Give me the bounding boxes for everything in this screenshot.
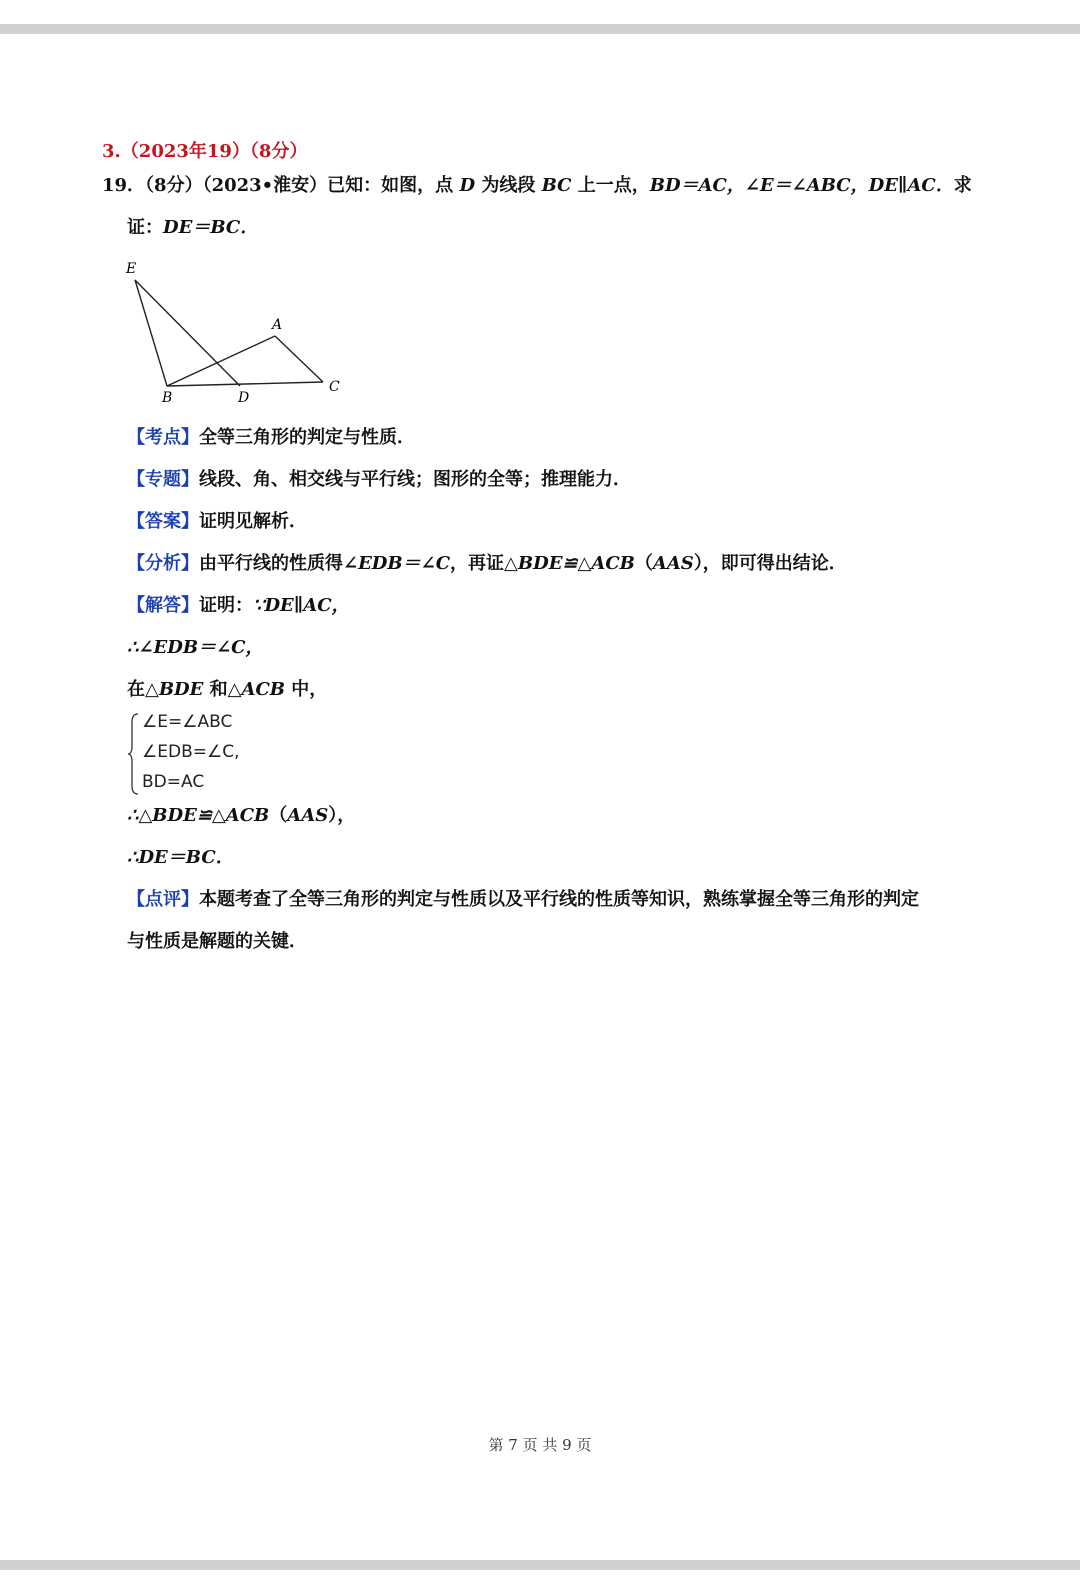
proof-text: ）， [328,805,356,826]
system-equation-3: BD=AC [142,772,205,792]
top-scan-band [0,24,1080,34]
label-d: D [238,390,250,406]
zhuanti-text: 线段、角、相交线与平行线；图形的全等；推理能力． [199,469,631,490]
fenxi-text: （ [634,553,653,574]
jieda-text: 证明： [199,595,253,616]
fenxi-text: 由平行线的性质得 [199,553,343,574]
label-e: E [126,261,137,277]
triangle-figure [120,258,360,408]
dianping-text: 本题考查了全等三角形的判定与性质以及平行线的性质等知识，熟练掌握全等三角形的判定 [199,889,919,910]
fenxi-math: AAS [652,553,694,574]
problem-text: 上一点， [571,175,650,196]
proof-math: ∴△BDE≌△ACB [127,805,270,826]
proof-step-3 [127,804,355,828]
kaodian-line [127,426,415,450]
kaodian-tag: 【考点】 [127,427,199,448]
label-a: A [272,317,283,333]
problem-conditions: BD＝AC，∠E＝∠ABC，DE∥AC． [649,175,954,196]
bottom-scan-band [0,1560,1080,1570]
daan-tag: 【答案】 [127,511,199,532]
dianping-line-2 [127,930,307,954]
fenxi-math: ∠EDB＝∠C [343,553,451,574]
jieda-line [127,594,350,618]
problem-goal: DE＝BC． [163,217,259,238]
question-header [102,140,307,164]
jieda-tag: 【解答】 [127,595,199,616]
problem-line-1 [102,174,972,198]
system-equation-2: ∠EDB=∠C, [142,742,240,762]
left-brace-icon [128,712,140,796]
question-header-text: 3.（2023年19）（8分） [102,141,308,162]
kaodian-text: 全等三角形的判定与性质． [199,427,415,448]
proof-step-4 [127,846,234,870]
daan-text: 证明见解析． [199,511,307,532]
proof-step-2 [127,678,327,702]
problem-text: 证： [127,217,163,238]
problem-text: 求 [953,175,972,196]
proof-step-1-text: ∴∠EDB＝∠C， [127,637,264,658]
equation-system [128,712,328,802]
dianping-text-2: 与性质是解题的关键． [127,931,307,952]
jieda-math: ∵DE∥AC， [253,595,350,616]
proof-text: 和 [203,679,228,700]
problem-text: 为线段 [475,175,542,196]
problem-line-2 [127,216,258,240]
problem-point-d: D [459,175,476,196]
label-c: C [329,379,340,395]
page-number: 第 7 页 共 9 页 [488,1436,592,1454]
label-b: B [162,390,173,406]
problem-text: 19．（8分）（2023•淮安）已知：如图，点 [102,175,460,196]
proof-text: （ [269,805,288,826]
proof-text: 中， [285,679,328,700]
fenxi-line [127,552,847,576]
proof-math: △ACB [227,679,286,700]
problem-segment-bc: BC [541,175,572,196]
fenxi-math: △BDE≌△ACB [504,553,635,574]
segment-ba [167,336,275,386]
dianping-line-1 [127,888,919,912]
segment-ac [275,336,323,382]
proof-math: △BDE [145,679,204,700]
fenxi-text: ，再证 [450,553,505,574]
proof-step-1 [127,636,264,660]
daan-line [127,510,307,534]
zhuanti-line [127,468,631,492]
fenxi-tag: 【分析】 [127,553,199,574]
fenxi-text: ），即可得出结论． [693,553,847,574]
segment-bc [167,382,323,386]
dianping-tag: 【点评】 [127,889,199,910]
proof-math: AAS [287,805,329,826]
proof-text: 在 [127,679,145,700]
proof-step-4-text: ∴DE＝BC． [127,847,234,868]
system-equation-1: ∠E=∠ABC [142,712,233,732]
page-footer [0,1434,1080,1455]
zhuanti-tag: 【专题】 [127,469,199,490]
